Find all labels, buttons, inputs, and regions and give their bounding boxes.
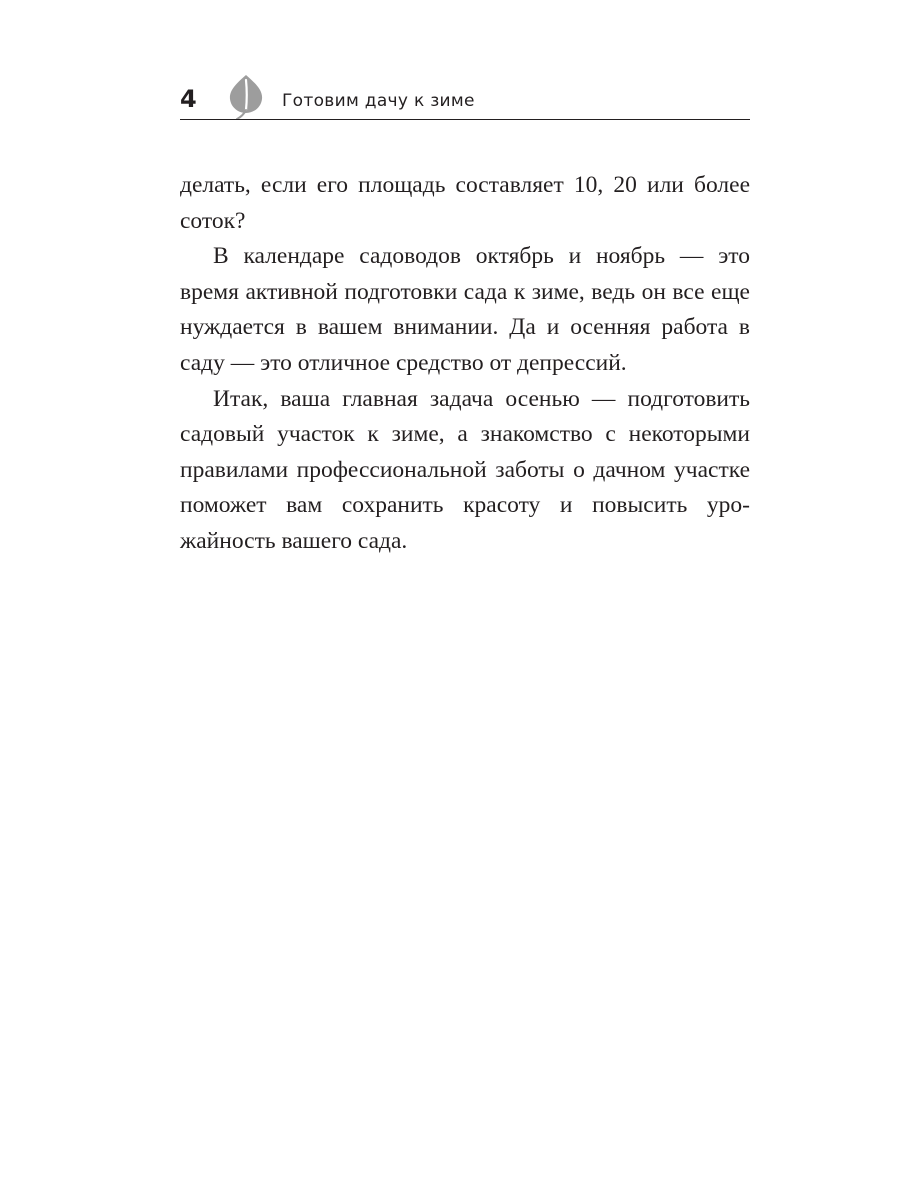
- paragraph-continuation: делать, если его площадь составляет 10, 20 или более соток?: [180, 172, 750, 234]
- page-number: 4: [180, 85, 197, 113]
- paragraph: В календаре садоводов октябрь и ноябрь — это время активной подготовки сада к зиме, ведь он все еще нуждается в вашем внимании. Да и осенняя работа в саду — это отличное средство от депрессий.: [180, 243, 750, 376]
- paragraph: Итак, ваша главная задача осенью — подготовить садовый участок к зиме, а знакомство с некоторыми правилами профессиональной заботы о дачном участке поможет вам сохранить красоту и повысить урожайность вашего сада.: [180, 385, 750, 554]
- header-rule: [180, 119, 750, 120]
- running-header: [180, 70, 750, 122]
- body-text: [180, 168, 750, 560]
- chapter-title: Готовим дачу к зиме: [282, 91, 475, 111]
- leaf-icon: [226, 72, 266, 120]
